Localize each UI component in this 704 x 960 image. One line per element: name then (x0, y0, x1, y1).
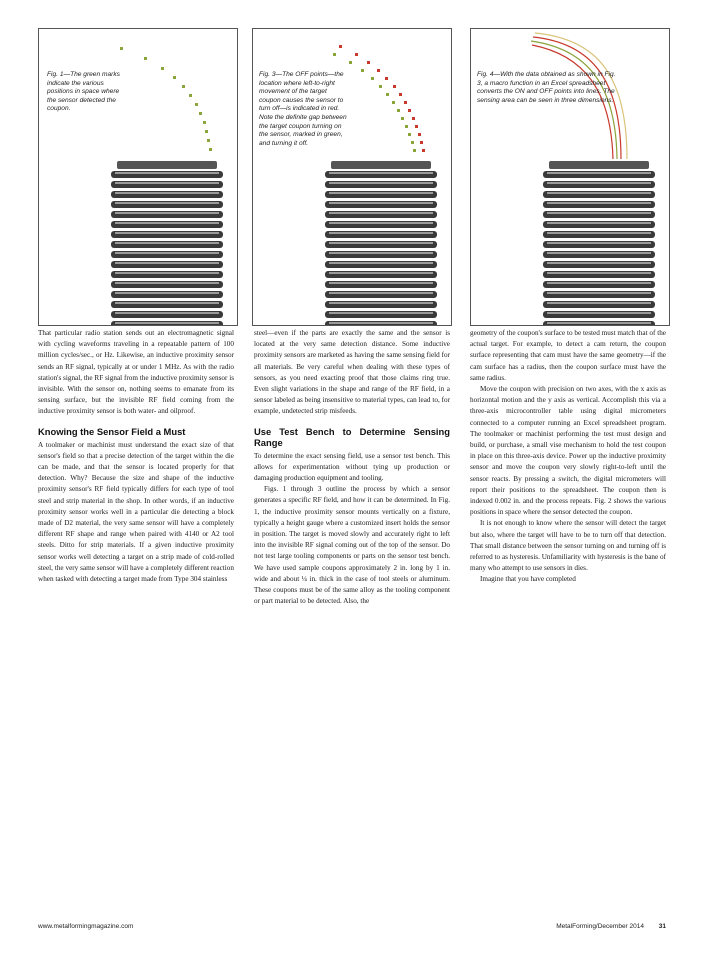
figure-1 (38, 28, 238, 326)
footer-issue: MetalForming/December 2014 (556, 923, 644, 930)
body-paragraph: A toolmaker or machinist must understand the exact size of that sensor's field so that a precise detection of the target within the die can be made, and that the sensor is located properly for that detection. Why? Because the size and shape of the inductive proximity sensor's RF field typically differs for each type of tool steel and strip material in the shop. In other words, if an inductive proximity sensor works well in a particular die detecting a block made of D2 material, the very same sensor will have a completely different RF shape and range when paired with 4140 or A2 tool steels. Ditto for strip materials. If a given inductive proximity sensor works well detecting a target on a strip made of cold-rolled steel, the very same sensor will have a completely different reaction when tasked with detecting a target made from Type 304 stainless (38, 440, 234, 584)
body-paragraph: geometry of the coupon's surface to be tested must match that of the actual target. For example, to detect a cam return, the coupon surface representing that cam must have the same geometry—if the cam surface has a radius, then the coupon surface must have the same radius. (470, 329, 666, 382)
section-heading: Knowing the Sensor Field a Must (38, 425, 186, 437)
body-paragraph: steel—even if the parts are exactly the same and the sensor is located at the very same detection distance. Some inductive proximity sensors are marketed as having the same sensing field for all materials. Be very careful when dealing with these types of sensors, as you need exacting proof that those claims ring true. Even slight variations in the shape and range of the RF field, in a sensor labeled as being insensitive to material types, can lead to, for example, undetected strip misfeeds. (254, 329, 450, 416)
section-heading: Use Test Bench to Determine Sensing Range (254, 425, 450, 448)
body-paragraph: Imagine that you have completed (480, 575, 576, 584)
body-paragraph: Move the coupon with precision on two axes, with the x axis as horizontal motion and the y axis as vertical. Accomplish this via a three-axis microcontroller table using digital micrometers connected to a computer running an Excel spreadsheet program. The toolmaker or machinist performing the test must design and build, or purchase, a small vise mechanism to hold the test coupon in place on this three-axis device. Power up the inductive proximity sensor and move the coupon very slowly right-to-left until the sensor reacts. By pressing a switch, the digital micrometers will report their positions to the spreadsheet. The coupon then is indexed 0.002 in. and the process repeats. Fig. 2 shows the various positions in space where the sensor detected the coupon. (470, 385, 666, 517)
column-2 (254, 328, 450, 607)
proximity-sensor (543, 161, 655, 325)
page-number: 31 (658, 923, 666, 930)
column-3 (470, 328, 666, 586)
body-paragraph: It is not enough to know where the sensor will detect the target but also, where the target will have to be to turn off that detection. That small distance between the sensor turning on and turning off is referred to as hysteresis. Unfamiliarity with hysteresis is the bane of many who attempt to use sensors in dies. (470, 519, 666, 573)
figure-3 (470, 28, 670, 326)
footer-website: www.metalformingmagazine.com (38, 923, 134, 930)
proximity-sensor (111, 161, 223, 325)
green-on-marks (120, 47, 212, 151)
body-paragraph: Figs. 1 through 3 outline the process by which a sensor generates a specific RF field, and how it can be determined. In Fig. 1, the inductive proximity sensor mounts vertically on a fixture, typically a height gauge where a customized insert holds the sensor in position. The target is moved slowly and accurately right to left into the invisible RF signal coming out of the top of the sensor. Do not test large tooling components or parts on the sensor test bench. We have used sample coupons approximately 2 in. long by 1 in. wide and about ¼ in. thick in the case of tool steels or aluminum. These coupons must be of the same alloy as the tooling component or part material to be detected. Also, the (254, 485, 450, 606)
figure-2-caption: Fig. 3—The OFF points—the location where left-to-right movement of the target coupon causes the sensor to turn off—is indicated in red. Note the definite gap between the target coupon turning on the sensor, marked in green, and turning it off. (259, 71, 347, 147)
figure-3-caption: Fig. 4—With the data obtained as shown in Fig. 3, a macro function in an Excel spreadsheet converts the ON and OFF points into lines. The sensing area can be seen in three dimensions. (477, 71, 616, 104)
figure-2 (252, 28, 452, 326)
figure-1-caption: Fig. 1—The green marks indicate the various positions in space where the sensor detected the coupon. (47, 71, 120, 113)
proximity-sensor (325, 161, 437, 325)
body-paragraph: That particular radio station sends out an electromagnetic signal with cycling waveforms traveling in a repeatable pattern of 100 million cycles/sec., or Hz. Likewise, an inductive proximity sensor sends an RF signal, typically at or under 1 MHz. As with the radio station's signal, the RF signal from the inductive proximity sensor is invisible. With the sensor on, nothing seems to emanate from its sensing surface, but the invisible RF field coming from the inductive proximity sensor is both water- and oilproof. (38, 329, 234, 416)
body-paragraph: To determine the exact sensing field, use a sensor test bench. This allows for experimentation without tying up production or damaging production equipment and tooling. (254, 451, 450, 483)
column-1 (38, 328, 234, 585)
